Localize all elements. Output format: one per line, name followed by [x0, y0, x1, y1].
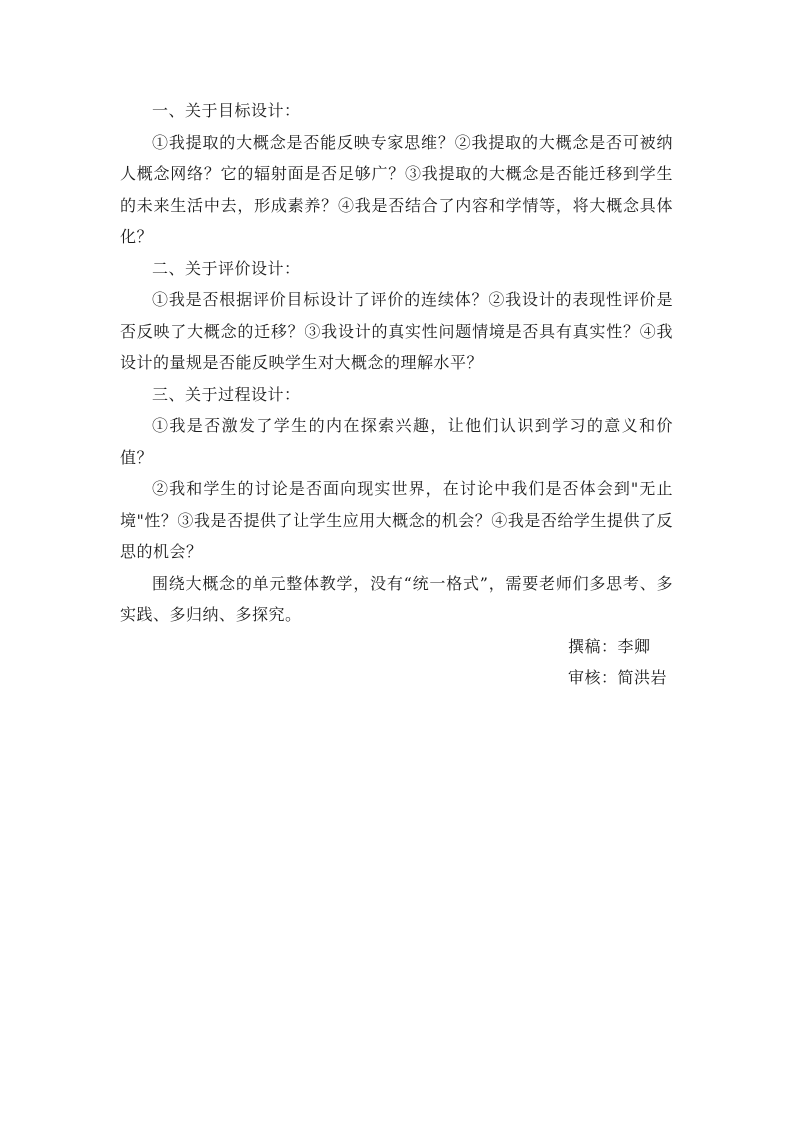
process-design-heading: 三、关于过程设计： — [152, 384, 301, 404]
evaluation-design-body: ①我是否根据评价目标设计了评价的连续体？②我设计的表现性评价是否反映了大概念的迁移？③我设计的真实性问题情境是否具有真实性？④我设计的量规是否能反映学生对大概念的理解水平？ — [120, 290, 673, 372]
conclusion-paragraph: 围绕大概念的单元整体教学，没有“统一格式”，需要老师们多思考、多实践、多归纳、多探究。 — [120, 573, 673, 624]
evaluation-design-heading: 二、关于评价设计： — [152, 258, 301, 278]
goal-design-heading: 一、关于目标设计： — [152, 101, 301, 120]
process-design-body-1: ①我是否激发了学生的内在探索兴趣，让他们认识到学习的意义和价值？ — [120, 416, 673, 467]
reviewer-credit: 审核：简洪岩 — [568, 668, 668, 687]
process-design-body-2: ②我和学生的讨论是否面向现实世界，在讨论中我们是否体会到"无止境"性？③我是否提供了让学生应用大概念的机会？④我是否给学生提供了反思的机会？ — [120, 479, 673, 561]
document-page — [120, 95, 673, 694]
goal-design-body: ①我提取的大概念是否能反映专家思维？②我提取的大概念是否可被纳人概念网络？它的辐射面是否足够广？③我提取的大概念是否能迁移到学生的未来生活中去，形成素养？④我是否结合了内容和学情等，将大概念具体化？ — [120, 132, 673, 246]
author-credit: 撰稿：李卿 — [568, 636, 651, 656]
